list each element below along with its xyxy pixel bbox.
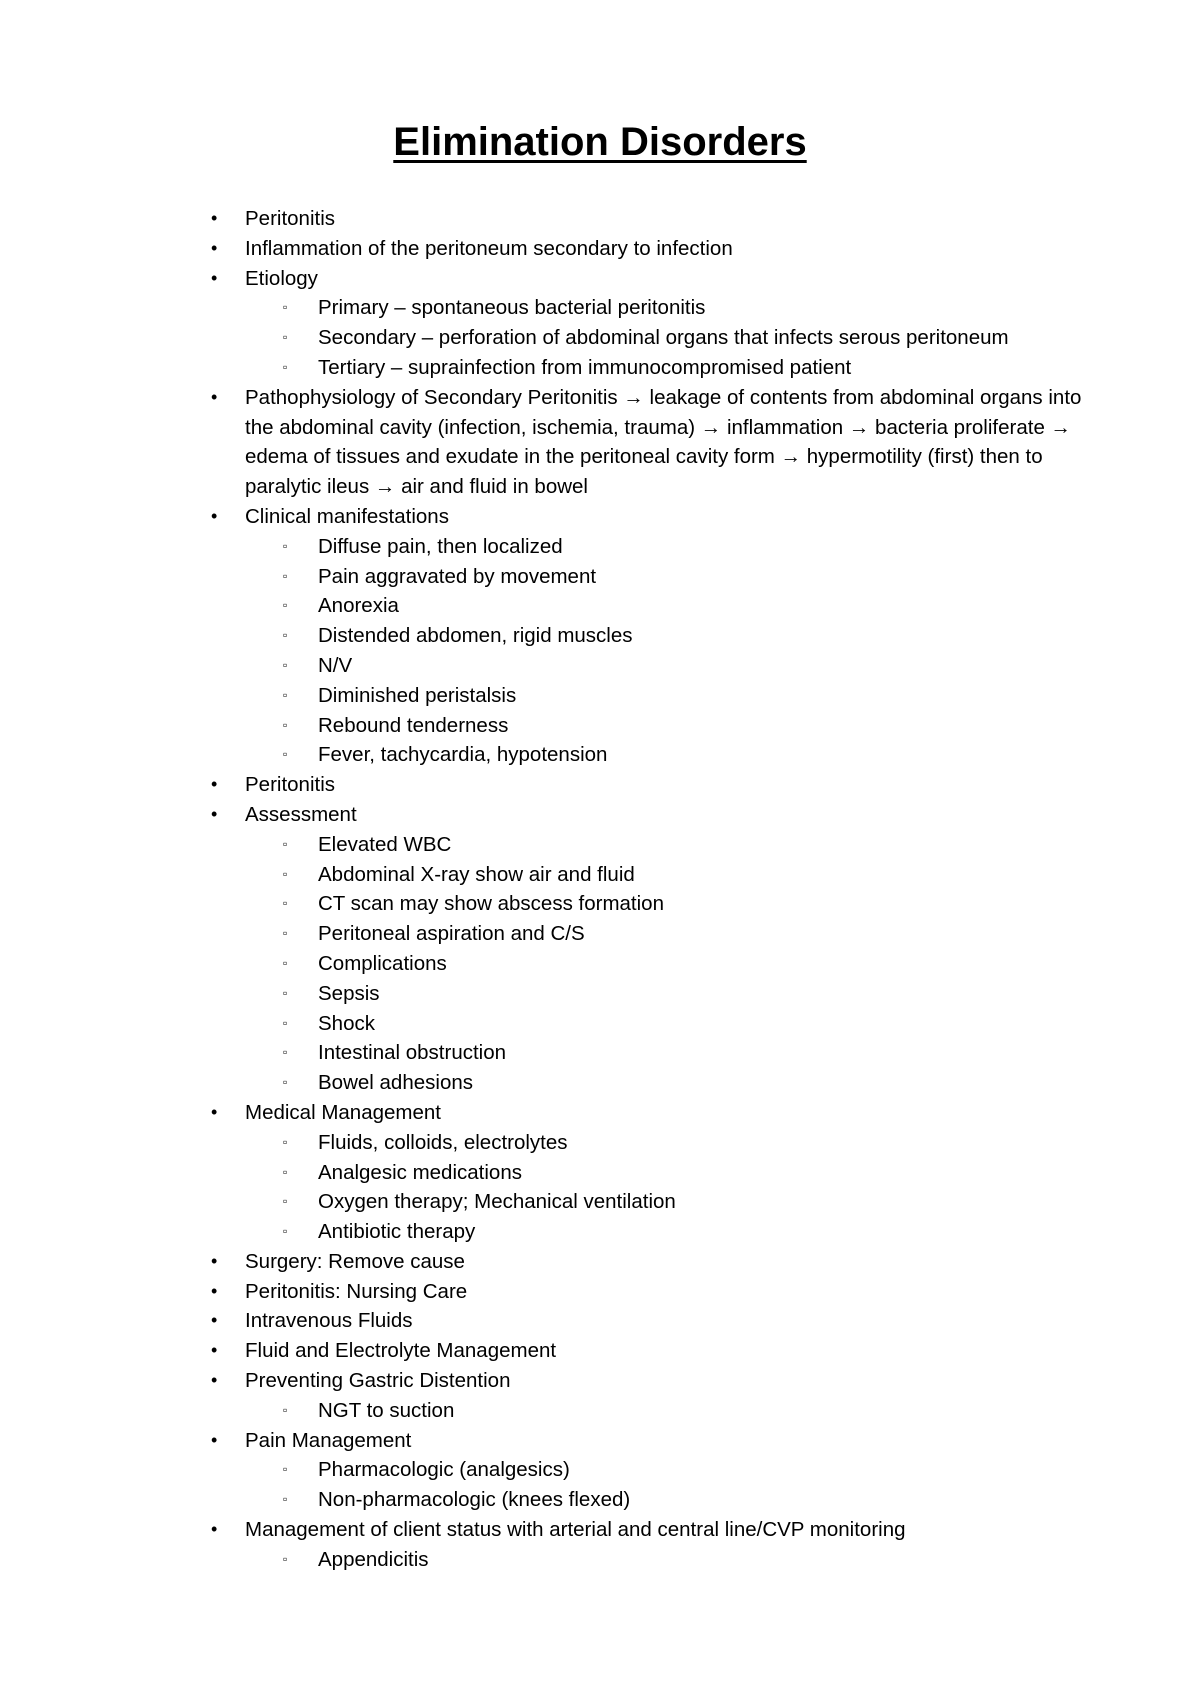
square-bullet-icon: ▫	[283, 1164, 288, 1179]
bullet-icon: •	[211, 1370, 218, 1391]
sub-list-item	[210, 591, 1110, 621]
list-item-text: Peritonitis	[245, 207, 336, 230]
square-bullet-icon: ▫	[283, 359, 288, 374]
list-item-text: Shock	[318, 1011, 375, 1035]
square-bullet-icon: ▫	[283, 1551, 288, 1566]
list-item	[210, 800, 1110, 830]
list-item-text: Surgery: Remove cause	[245, 1249, 465, 1273]
list-item-text: Fever, tachycardia, hypotension	[318, 743, 608, 767]
document-title: Elimination Disorders	[393, 120, 807, 164]
list-item-text: Assessment	[245, 802, 357, 826]
list-item-text: Elevated WBC	[318, 832, 452, 856]
square-bullet-icon: ▫	[283, 300, 288, 315]
sub-list-item	[210, 1009, 1110, 1039]
list-item-text: Anorexia	[318, 594, 399, 618]
bullet-icon: •	[211, 237, 218, 258]
square-bullet-icon: ▫	[283, 1492, 288, 1507]
sub-list-item	[210, 1158, 1110, 1188]
sub-list-item	[210, 562, 1110, 592]
list-item-text: Diffuse pain, then localized	[318, 534, 563, 558]
square-bullet-icon: ▫	[283, 1402, 288, 1417]
bullet-icon: •	[211, 1340, 218, 1361]
bullet-icon: •	[211, 267, 218, 288]
sub-list-item	[210, 979, 1110, 1009]
list-item	[210, 1366, 1110, 1396]
square-bullet-icon: ▫	[283, 717, 288, 732]
list-item-text: Primary – spontaneous bacterial peritonitis	[318, 296, 706, 320]
sub-list-item	[210, 860, 1110, 890]
bullet-icon: •	[211, 1101, 218, 1122]
sub-list-item	[210, 889, 1110, 919]
square-bullet-icon: ▫	[283, 1462, 288, 1477]
square-bullet-icon: ▫	[283, 926, 288, 941]
list-item-text: Peritonitis	[245, 773, 336, 797]
list-item-text: Preventing Gastric Distention	[245, 1369, 511, 1393]
list-item-text: Tertiary – suprainfection from immunocompromised patient	[318, 355, 852, 379]
square-bullet-icon: ▫	[283, 866, 288, 881]
square-bullet-icon: ▫	[283, 1134, 288, 1149]
list-item-text: Pathophysiology of Secondary Peritonitis → leakage of contents from abdominal organs into the abdominal cavity (infection, ischemia, trauma) → inflammation → bacteria proliferate → edema of tissues and exudate in the peritoneal cavity form → hypermotility (first) then to paralytic ileus → air and fluid in bowel	[245, 385, 1082, 499]
bullet-icon: •	[211, 1429, 218, 1450]
sub-list-item	[210, 532, 1110, 562]
square-bullet-icon: ▫	[283, 1224, 288, 1239]
sub-list-item	[210, 1128, 1110, 1158]
list-item-text: Fluids, colloids, electrolytes	[318, 1130, 568, 1154]
sub-list-item	[210, 711, 1110, 741]
square-bullet-icon: ▫	[283, 538, 288, 553]
list-item-text: NGT to suction	[318, 1398, 455, 1422]
square-bullet-icon: ▫	[283, 1075, 288, 1090]
list-item-text: Peritoneal aspiration and C/S	[318, 922, 585, 946]
list-item-text: Medical Management	[245, 1100, 441, 1124]
bullet-icon: •	[211, 505, 218, 526]
sub-list-item	[210, 681, 1110, 711]
square-bullet-icon: ▫	[283, 955, 288, 970]
sub-list-item	[210, 651, 1110, 681]
list-item	[210, 502, 1110, 532]
list-item	[210, 1247, 1110, 1277]
list-item-text: Rebound tenderness	[318, 713, 509, 737]
list-item-text: Bowel adhesions	[318, 1071, 473, 1095]
bullet-icon: •	[211, 1280, 218, 1301]
list-item	[210, 1277, 1110, 1307]
sub-list-item	[210, 1217, 1110, 1247]
sub-list-item	[210, 1455, 1110, 1485]
list-item-text: Secondary – perforation of abdominal organs that infects serous peritoneum	[318, 326, 1009, 350]
list-item-text: Oxygen therapy; Mechanical ventilation	[318, 1190, 676, 1214]
list-item-text: Intravenous Fluids	[245, 1309, 413, 1333]
list-item-text: Abdominal X-ray show air and fluid	[318, 862, 635, 886]
square-bullet-icon: ▫	[283, 836, 288, 851]
list-item	[210, 383, 1110, 502]
list-item-text: Appendicitis	[318, 1547, 429, 1571]
list-item-text: Pharmacologic (analgesics)	[318, 1458, 570, 1482]
list-item	[210, 770, 1110, 800]
bullet-icon: •	[211, 1250, 218, 1271]
list-item	[210, 1306, 1110, 1336]
sub-list-item	[210, 1485, 1110, 1515]
bullet-list	[210, 204, 1110, 1575]
sub-list-item	[210, 830, 1110, 860]
square-bullet-icon: ▫	[283, 598, 288, 613]
list-item-text: Inflammation of the peritoneum secondary to infection	[245, 236, 733, 260]
list-item-text: Etiology	[245, 266, 318, 290]
square-bullet-icon: ▫	[283, 568, 288, 583]
sub-list-item	[210, 1545, 1110, 1575]
list-item-text: Analgesic medications	[318, 1160, 522, 1184]
list-item-text: Management of client status with arterial and central line/CVP monitoring	[245, 1518, 906, 1542]
sub-list-item	[210, 919, 1110, 949]
square-bullet-icon: ▫	[283, 330, 288, 345]
list-item-text: Fluid and Electrolyte Management	[245, 1339, 557, 1363]
list-item-text: Complications	[318, 951, 447, 975]
sub-list-item	[210, 293, 1110, 323]
list-item	[210, 234, 1110, 264]
square-bullet-icon: ▫	[283, 896, 288, 911]
list-item-text: N/V	[318, 653, 353, 677]
list-item-text: Diminished peristalsis	[318, 683, 517, 707]
list-item-text: Pain Management	[245, 1428, 412, 1452]
list-item-text: Antibiotic therapy	[318, 1220, 476, 1244]
square-bullet-icon: ▫	[283, 628, 288, 643]
list-item	[210, 1336, 1110, 1366]
sub-list-item	[210, 621, 1110, 651]
square-bullet-icon: ▫	[283, 1045, 288, 1060]
sub-list-item	[210, 1187, 1110, 1217]
list-item-text: Clinical manifestations	[245, 504, 449, 528]
sub-list-item	[210, 323, 1110, 353]
list-item-text: Sepsis	[318, 981, 380, 1005]
sub-list-item	[210, 1068, 1110, 1098]
sub-list-item	[210, 1396, 1110, 1426]
list-item	[210, 1098, 1110, 1128]
sub-list-item	[210, 740, 1110, 770]
bullet-icon: •	[211, 208, 218, 228]
bullet-icon: •	[211, 1519, 218, 1540]
list-item	[210, 204, 1110, 234]
list-item	[210, 264, 1110, 294]
square-bullet-icon: ▫	[283, 657, 288, 672]
bullet-icon: •	[211, 803, 218, 824]
list-item-text: CT scan may show abscess formation	[318, 892, 664, 916]
sub-list-item	[210, 353, 1110, 383]
square-bullet-icon: ▫	[283, 687, 288, 702]
square-bullet-icon: ▫	[283, 747, 288, 762]
sub-list-item	[210, 949, 1110, 979]
bullet-icon: •	[211, 1310, 218, 1331]
bullet-icon: •	[211, 774, 218, 795]
bullet-icon: •	[211, 386, 218, 407]
list-item-text: Pain aggravated by movement	[318, 564, 597, 588]
list-item-text: Distended abdomen, rigid muscles	[318, 624, 633, 648]
sub-list-item	[210, 1038, 1110, 1068]
square-bullet-icon: ▫	[283, 985, 288, 1000]
list-item-text: Intestinal obstruction	[318, 1041, 507, 1065]
list-item	[210, 1426, 1110, 1456]
square-bullet-icon: ▫	[283, 1194, 288, 1209]
list-item	[210, 1515, 1110, 1545]
square-bullet-icon: ▫	[283, 1015, 288, 1030]
list-item-text: Non-pharmacologic (knees flexed)	[318, 1488, 631, 1512]
list-item-text: Peritonitis: Nursing Care	[245, 1279, 468, 1303]
